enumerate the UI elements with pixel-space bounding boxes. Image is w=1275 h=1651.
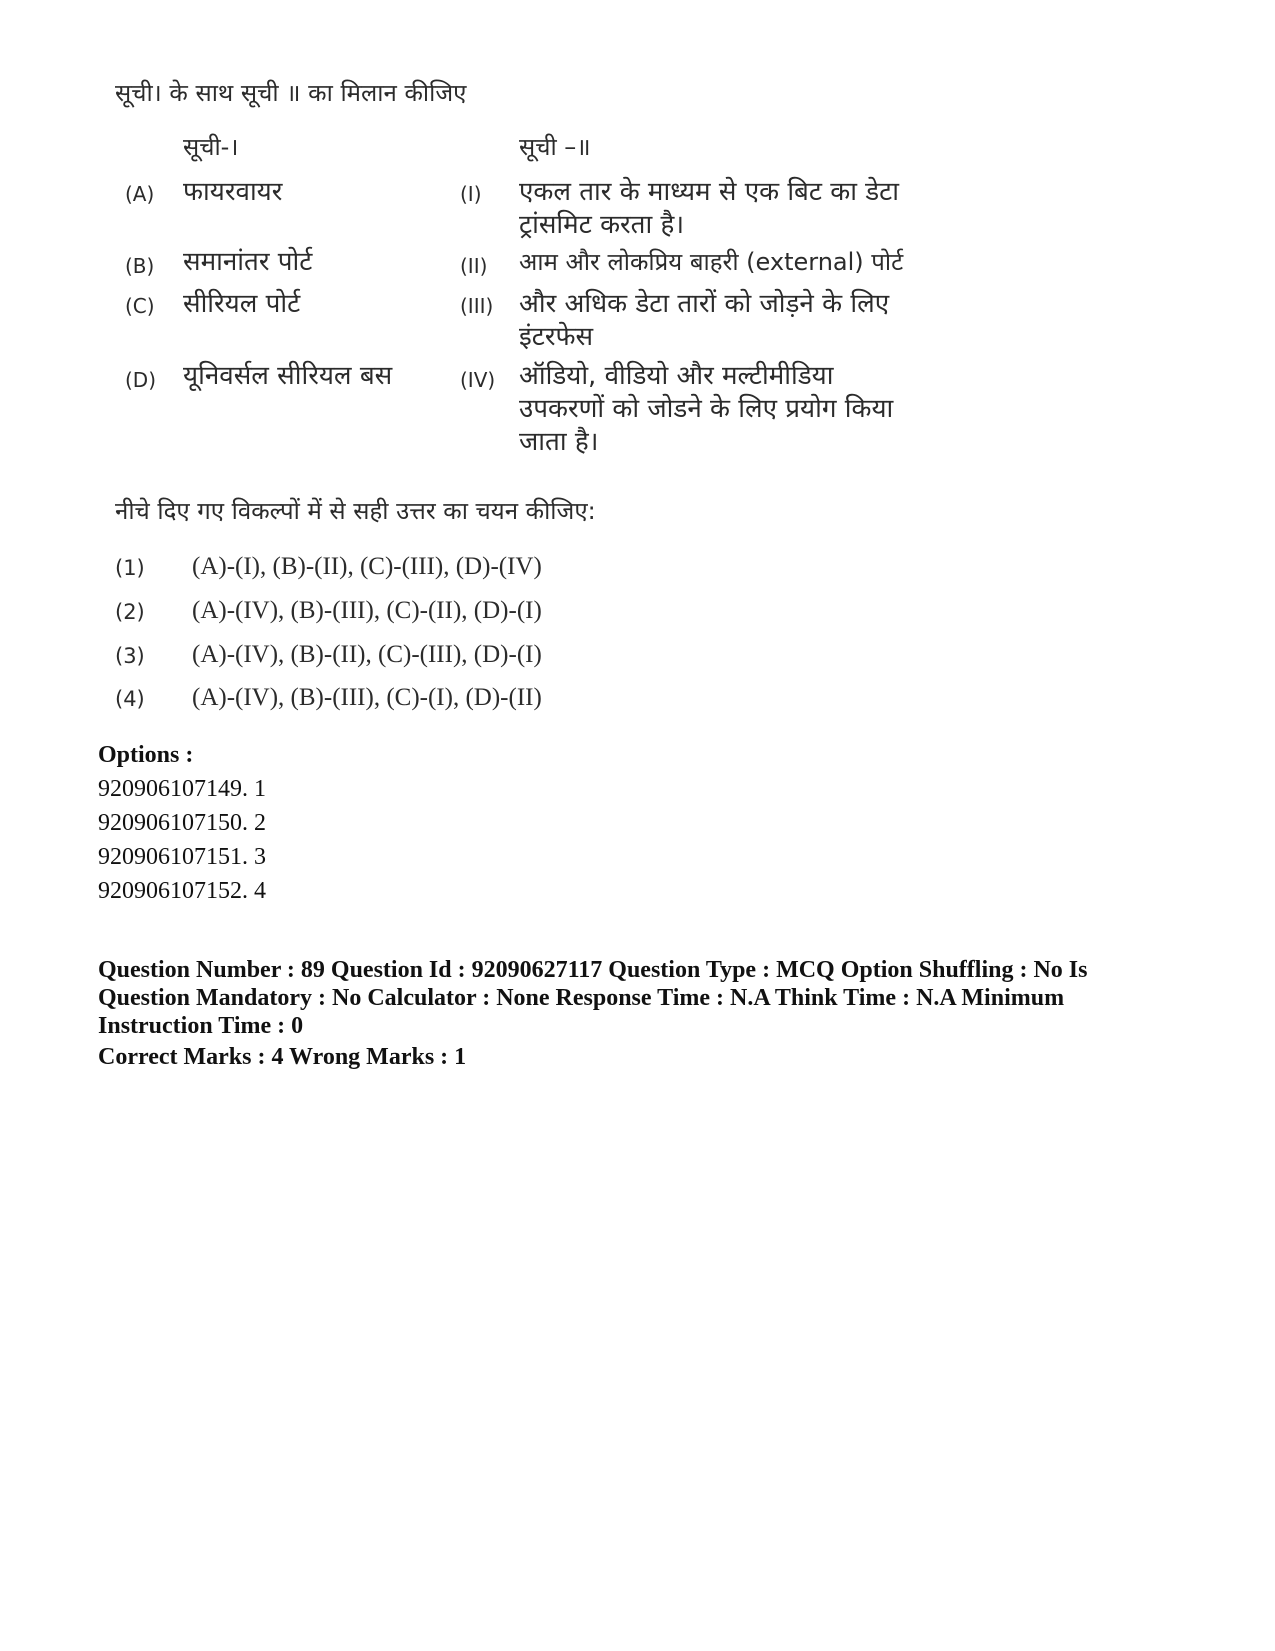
row-i-label: (I) <box>460 182 482 206</box>
row-b-label: (B) <box>125 254 155 278</box>
choice-4-text: (A)-(IV), (B)-(III), (C)-(I), (D)-(II) <box>192 684 542 711</box>
row-c-text: सीरियल पोर्ट <box>183 289 301 319</box>
options-heading: Options : <box>98 742 194 768</box>
option-item-2: 920906107150. 2 <box>98 810 266 836</box>
row-iv-text: ऑडियो, वीडियो और मल्टीमीडिया उपकरणों को जोडने के लिए प्रयोग किया जाता है। <box>519 361 894 457</box>
row-iv-label: (IV) <box>460 368 496 392</box>
choice-4-num: (4) <box>115 687 145 711</box>
row-b-text: समानांतर पोर्ट <box>183 247 313 277</box>
choice-1-text: (A)-(I), (B)-(II), (C)-(III), (D)-(IV) <box>192 553 542 580</box>
choose-prompt: नीचे दिए गए विकल्पों में से सही उत्तर का चयन कीजिए: <box>115 497 596 525</box>
question-metadata: Question Number : 89 Question Id : 92090627117 Question Type : MCQ Option Shuffling : No Is Question Mandatory : No Calculator : None Response Time : N.A Think Time : N.A Minimum Instruction Time : 0 <box>98 957 1088 1039</box>
choice-2-num: (2) <box>115 600 145 624</box>
choice-3-text: (A)-(IV), (B)-(II), (C)-(III), (D)-(I) <box>192 641 542 668</box>
list2-heading: सूची –॥ <box>519 133 591 161</box>
choice-1-num: (1) <box>115 556 145 580</box>
option-item-1: 920906107149. 1 <box>98 776 266 802</box>
list1-heading: सूची-। <box>183 133 239 161</box>
row-ii-text: आम और लोकप्रिय बाहरी (external) पोर्ट <box>519 248 904 276</box>
choice-2-text: (A)-(IV), (B)-(III), (C)-(II), (D)-(I) <box>192 597 542 624</box>
row-iii-label: (III) <box>460 294 494 318</box>
row-a-text: फायरवायर <box>183 177 283 207</box>
row-ii-label: (II) <box>460 254 488 278</box>
row-c-label: (C) <box>125 294 155 318</box>
row-a-label: (A) <box>125 182 155 206</box>
question-image-block <box>0 0 1275 740</box>
option-item-3: 920906107151. 3 <box>98 844 266 870</box>
match-instruction: सूची। के साथ सूची ॥ का मिलान कीजिए <box>115 79 467 107</box>
row-i-text: एकल तार के माध्यम से एक बिट का डेटा ट्रांसमिट करता है। <box>519 177 899 240</box>
row-d-text: यूनिवर्सल सीरियल बस <box>183 361 393 391</box>
row-iii-text: और अधिक डेटा तारों को जोड़ने के लिए इंटरफेस <box>519 289 890 352</box>
choice-3-num: (3) <box>115 644 145 668</box>
marks-info: Correct Marks : 4 Wrong Marks : 1 <box>98 1044 467 1070</box>
option-item-4: 920906107152. 4 <box>98 878 266 904</box>
row-d-label: (D) <box>125 368 157 392</box>
